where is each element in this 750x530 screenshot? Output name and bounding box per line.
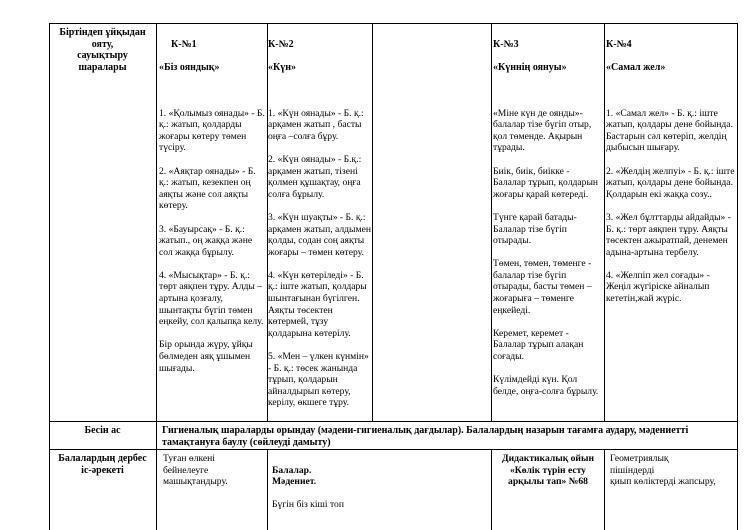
list-item: 4. «Мысықтар» - Б. қ.: төрт аяқпен тұру. Алды –артына қозғалу, шынтақты бүгіп төмен еңкейу, сол қалыпқа келу.: [159, 269, 264, 328]
col-divider-4: [491, 23, 492, 421]
list-item: Төмен, төмен, төменге - балалар тізе бүгіп отырады, басты төмен – жоғарыға – төменге еңкейеді.: [493, 258, 592, 316]
card-title: «Біз ояндық»: [159, 61, 220, 73]
row-label-morning: Біртіндеп ұйқыдан ояту, сауықтыру шаралары: [59, 27, 146, 73]
card-title: «Күн»: [268, 61, 297, 73]
list-item: 1. «Самал жел» - Б. қ.: іште жатып, қолдары дене бойында. Бастарын сәл көтеріп, желдің дыбысын шығару.: [606, 107, 733, 154]
card-code: К-№4: [606, 38, 632, 50]
activity-title: Балалар. Мәдениет.: [272, 464, 317, 488]
col-divider-6: [737, 23, 738, 530]
row-divider-morning: [49, 421, 738, 422]
row-label-lunch: Бесін ас: [84, 425, 121, 436]
row-divider-lunch: [49, 449, 738, 450]
card-code: К-№2: [268, 38, 294, 50]
independent-activity-3: Дидактикалық ойын «Көлік түрін есту арқылы тап» №68: [502, 453, 594, 488]
list-item: 1. «Қолымыз оянады» - Б. қ.: жатып, қолдарды жоғары көтеру төмен түсіру.: [159, 107, 265, 154]
list-item: «Міне күн де оянды»- балалар тізе бүгіп отыр, қол төменде. Ақырын тұрады.: [493, 107, 592, 154]
list-item: 1. «Күн оянады» - Б. қ.: арқамен жатып , басты оңға –солға бұру.: [268, 107, 364, 142]
list-item: Керемет, керемет - Балалар тұрып алақан соғады.: [493, 327, 584, 363]
exercise-card-1: [159, 27, 266, 386]
independent-activity-4: Геометриялық пішіндерді қиып көліктерді жапсыру,: [610, 453, 716, 488]
list-item: Күлімдейді күн. Қол белде, оңға-солға бұрылу.: [493, 374, 599, 397]
list-item: 3. «Күн шуақты» - Б. қ.: арқамен жатып, алдымен қолды, содан соң аяқты жоғары – төмен көтеру.: [268, 211, 371, 258]
list-item: 2. «Желдің желпуі» - Б. қ.: іште жатып, қолдары дене бойында. Қолдарын екі жаққа созу..: [606, 165, 735, 200]
col-divider-2b: [267, 449, 268, 530]
card-title: «Күннің оянуы»: [493, 61, 567, 73]
col-divider-5b: [604, 449, 605, 530]
col-divider-1: [156, 23, 157, 530]
list-item: Түнге қарай батады- Балалар тізе бүгіп отырады.: [493, 211, 577, 247]
exercise-card-3: [493, 27, 603, 409]
list-item: 4. «Күн көтеріледі» - Б. қ.: іште жатып, қолдары шынтағынан бүгілген. Аяқты төсектен көтермей, тұзу қолдарына көтерілу.: [268, 269, 367, 339]
list-item: 5. «Мен – үлкен күнмін» - Б. қ.: төсек жанында тұрып, қолдарын айналдырып көтеру, керілу, өкшеге тұру.: [268, 351, 369, 409]
exercise-card-4: [606, 27, 736, 316]
col-divider-4b: [491, 449, 492, 530]
card-code: К-№3: [493, 38, 519, 50]
list-item: 3. «Бауырсақ» - Б. қ.: жатып., оң жаққа және сол жаққа бұрылу.: [159, 223, 253, 258]
list-item: Биік, биік, биікке - Балалар тұрып, қолдарын жоғары қарай көтереді.: [493, 165, 599, 200]
col-divider-3: [372, 23, 373, 421]
card-code: К-№1: [171, 38, 197, 50]
col-divider-5: [604, 23, 605, 421]
list-item: 2. «Күн оянады» - Б.қ.: арқамен жатып, тізені қолмен құшақтау, оңға солға бұрылу.: [268, 153, 362, 200]
list-item: 3. «Жел бұлттарды айдайды» - Б. қ.: төрт аяқпен тұру. Аяқты төсектен ажыратпай, денемен адына-артына тербелу.: [606, 211, 731, 258]
list-item: 2. «Аяқтар оянады» - Б. қ.: жатып, кезекпен оң аяқты және сол аяқты көтеру.: [159, 165, 256, 212]
hygiene-text: Гигиеналық шараларды орындау (мәдени-гигиеналық дағдылар). Балалардың назарын тағамға аудару, мәдениетті тамақтануға баулу (сөйлеудi дамыту): [162, 425, 689, 448]
row-label-independent: Балалардың дербес іс-әрекеті: [58, 453, 147, 476]
independent-activity-1: Туған өлкені бейнелеуге машықтандыру.: [163, 453, 228, 488]
list-item: 4. «Желпіп жел соғады» - Жеңіл жүгіріске айналып кететін,жай жүріс.: [606, 269, 710, 305]
independent-activity-2: [272, 453, 372, 523]
card-title: «Самал жел»: [606, 61, 666, 73]
table-top-border: [49, 23, 738, 24]
exercise-card-2: [268, 27, 371, 421]
activity-text: Бүгін біз кіші топ: [272, 499, 344, 511]
col-divider-0: [49, 23, 50, 530]
list-item: Бір орында жүру, ұйқы бөлмеден аяқ ұшымен шығады.: [159, 339, 253, 374]
